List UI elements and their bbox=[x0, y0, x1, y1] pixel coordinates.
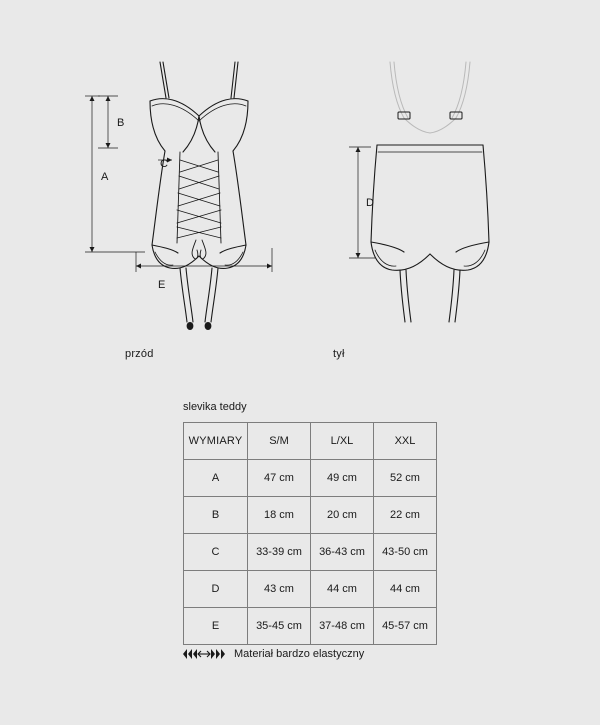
table-row bbox=[184, 460, 437, 497]
table-header-dimensions: WYMIARY bbox=[184, 423, 248, 460]
cell-a-sm: 47 cm bbox=[248, 460, 311, 497]
elasticity-note bbox=[183, 648, 364, 660]
table-header-row bbox=[184, 423, 437, 460]
cell-d-xxl: 44 cm bbox=[374, 571, 437, 608]
cell-b-sm: 18 cm bbox=[248, 497, 311, 534]
table-header-sm: S/M bbox=[248, 423, 311, 460]
table-row bbox=[184, 608, 437, 645]
cell-e-xxl: 45-57 cm bbox=[374, 608, 437, 645]
size-table-container bbox=[183, 422, 437, 645]
row-label-a: A bbox=[184, 460, 248, 497]
table-row bbox=[184, 534, 437, 571]
back-view-illustration bbox=[371, 62, 489, 322]
row-label-b: B bbox=[184, 497, 248, 534]
size-table bbox=[183, 422, 437, 645]
row-label-c: C bbox=[184, 534, 248, 571]
table-header-xxl: XXL bbox=[374, 423, 437, 460]
row-label-e: E bbox=[184, 608, 248, 645]
cell-a-lxl: 49 cm bbox=[311, 460, 374, 497]
cell-c-xxl: 43-50 cm bbox=[374, 534, 437, 571]
cell-e-lxl: 37-48 cm bbox=[311, 608, 374, 645]
elasticity-note-text: Materiał bardzo elastyczny bbox=[234, 648, 365, 660]
front-view-caption: przód bbox=[125, 348, 154, 360]
cell-c-lxl: 36-43 cm bbox=[311, 534, 374, 571]
dimension-label-b: B bbox=[117, 117, 125, 129]
cell-c-sm: 33-39 cm bbox=[248, 534, 311, 571]
row-label-d: D bbox=[184, 571, 248, 608]
cell-b-lxl: 20 cm bbox=[311, 497, 374, 534]
dimension-label-a: A bbox=[101, 171, 109, 183]
cell-d-lxl: 44 cm bbox=[311, 571, 374, 608]
dimension-label-d: D bbox=[366, 197, 374, 209]
back-view-caption: tył bbox=[333, 348, 345, 360]
cell-e-sm: 35-45 cm bbox=[248, 608, 311, 645]
cell-d-sm: 43 cm bbox=[248, 571, 311, 608]
table-row bbox=[184, 497, 437, 534]
table-row bbox=[184, 571, 437, 608]
elasticity-arrows-icon bbox=[183, 648, 225, 660]
dimension-label-c: C bbox=[160, 158, 168, 170]
product-title: slevika teddy bbox=[183, 401, 247, 413]
dimension-label-e: E bbox=[158, 279, 166, 291]
cell-b-xxl: 22 cm bbox=[374, 497, 437, 534]
cell-a-xxl: 52 cm bbox=[374, 460, 437, 497]
table-header-lxl: L/XL bbox=[311, 423, 374, 460]
